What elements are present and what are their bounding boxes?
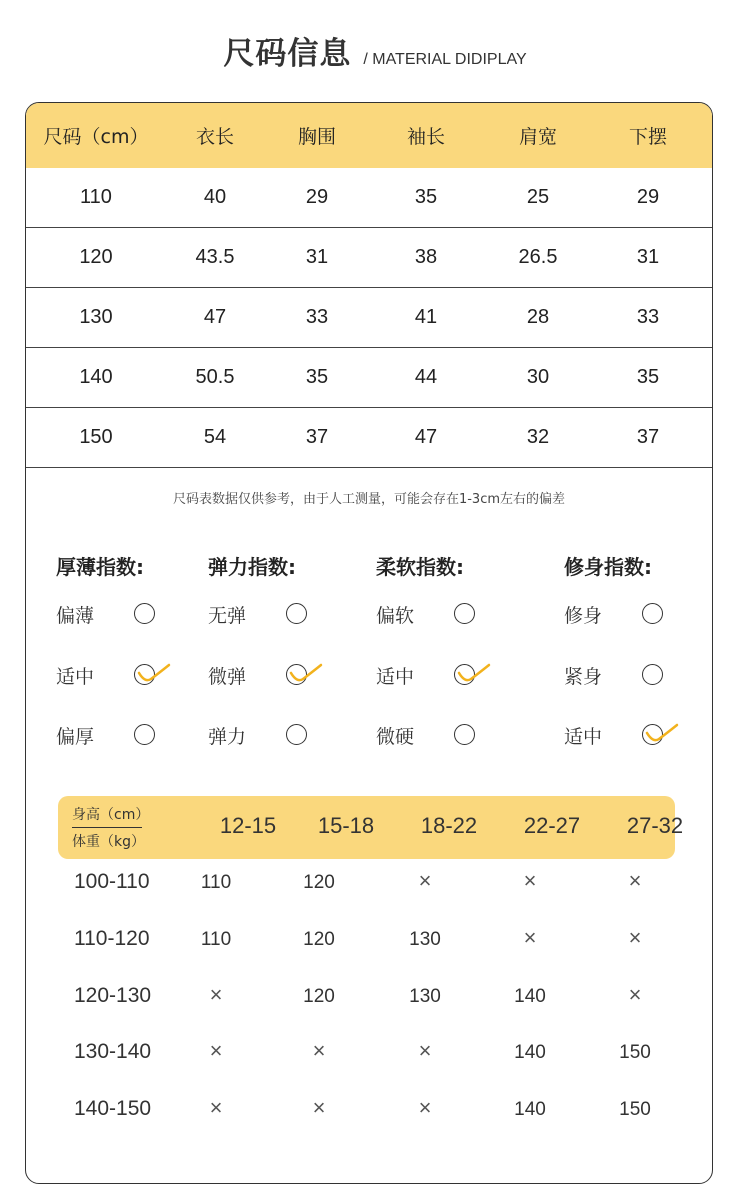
table-cell: 37: [305, 426, 329, 448]
index-group: [56, 551, 206, 748]
checkmark-icon: [645, 721, 679, 747]
table-cell: 120: [79, 246, 113, 268]
age-range-header: 15-18: [317, 813, 375, 838]
unavailable-mark: ×: [523, 925, 537, 950]
unavailable-mark: ×: [209, 1038, 223, 1063]
radio-circle[interactable]: [134, 724, 155, 745]
page-subtitle: / MATERIAL DIDIPLAY: [363, 51, 527, 68]
table-cell: 41: [414, 306, 438, 328]
size-header-cell: 尺码（cm）: [43, 126, 149, 148]
index-option-label: 修身: [564, 605, 603, 627]
checkmark-icon: [289, 661, 323, 687]
table-cell: 35: [636, 366, 660, 388]
table-cell: 47: [414, 426, 438, 448]
table-cell: 25: [526, 186, 550, 208]
table-cell: 28: [526, 306, 550, 328]
radio-circle[interactable]: [454, 603, 475, 624]
size-header-cell: 下摆: [628, 126, 667, 148]
age-range-header: 22-27: [523, 813, 581, 838]
index-option-label: 偏薄: [56, 605, 95, 627]
table-cell: 33: [305, 306, 329, 328]
radio-circle[interactable]: [642, 664, 663, 685]
table-cell: 50.5: [195, 366, 235, 388]
unavailable-mark: ×: [628, 868, 642, 893]
checkmark-icon: [137, 661, 171, 687]
table-cell: 31: [636, 246, 660, 268]
index-option-label: 偏厚: [56, 726, 95, 748]
checked-radio[interactable]: [134, 664, 155, 685]
table-cell: 110: [80, 186, 112, 208]
size-table: [26, 103, 712, 468]
radio-circle[interactable]: [454, 724, 475, 745]
measurement-note: 尺码表数据仅供参考，由于人工测量，可能会存在1-3cm左右的偏差: [172, 492, 566, 507]
index-option-label: 无弹: [208, 605, 247, 627]
index-option-label: 微弹: [208, 666, 247, 688]
unavailable-mark: ×: [418, 868, 432, 893]
index-option-label: 弹力: [208, 726, 247, 748]
corner-divider: [72, 827, 142, 828]
table-row: [26, 348, 712, 408]
recommended-size: 140: [514, 1099, 546, 1120]
unavailable-mark: ×: [418, 1038, 432, 1063]
table-cell: 26.5: [518, 246, 558, 268]
table-row: [26, 927, 712, 967]
checked-radio[interactable]: [454, 664, 475, 685]
table-cell: 54: [203, 426, 227, 448]
table-row: [26, 228, 712, 288]
table-cell: 43.5: [195, 246, 235, 268]
unavailable-mark: ×: [312, 1038, 326, 1063]
recommended-size: 120: [303, 986, 335, 1007]
table-row: [26, 1097, 712, 1137]
radio-circle[interactable]: [134, 603, 155, 624]
page-header: [0, 28, 750, 73]
size-header-cell: 胸围: [297, 126, 336, 148]
index-group-title: 修身指数:: [564, 555, 652, 579]
index-option-label: 微硬: [376, 726, 415, 748]
height-range-label: 130-140: [74, 1040, 152, 1063]
radio-circle[interactable]: [642, 603, 663, 624]
recommended-size: 130: [409, 986, 441, 1007]
table-cell: 31: [305, 246, 329, 268]
unavailable-mark: ×: [209, 982, 223, 1007]
table-row: [26, 168, 712, 228]
height-range-label: 120-130: [74, 984, 152, 1007]
recommended-size: 150: [619, 1042, 651, 1063]
index-group: [564, 551, 713, 748]
size-header-cell: 肩宽: [518, 126, 557, 148]
height-range-label: 110-120: [74, 927, 150, 950]
index-group-title: 柔软指数:: [376, 555, 464, 579]
unavailable-mark: ×: [523, 868, 537, 893]
index-option-label: 偏软: [376, 605, 415, 627]
table-cell: 140: [79, 366, 113, 388]
table-cell: 35: [414, 186, 438, 208]
index-option-label: 适中: [564, 726, 603, 748]
recommended-size: 150: [619, 1099, 651, 1120]
index-group: [208, 551, 358, 748]
recommended-size: 110: [200, 929, 232, 950]
table-cell: 32: [526, 426, 550, 448]
table-cell: 37: [636, 426, 660, 448]
table-row: [26, 408, 712, 468]
unavailable-mark: ×: [418, 1095, 432, 1120]
height-range-label: 100-110: [74, 870, 150, 893]
size-header-cell: 袖长: [406, 126, 445, 148]
table-cell: 38: [414, 246, 438, 268]
checked-radio[interactable]: [286, 664, 307, 685]
recommended-size: 130: [409, 929, 441, 950]
table-cell: 40: [203, 186, 227, 208]
size-header-cell: 衣长: [195, 126, 234, 148]
fit-table-header: [58, 796, 684, 859]
table-cell: 47: [203, 306, 227, 328]
table-row: [26, 870, 712, 910]
recommended-size: 120: [303, 929, 335, 950]
table-cell: 33: [636, 306, 660, 328]
radio-circle[interactable]: [286, 724, 307, 745]
table-cell: 44: [414, 366, 438, 388]
age-range-header: 18-22: [420, 813, 478, 838]
checkmark-icon: [457, 661, 491, 687]
unavailable-mark: ×: [312, 1095, 326, 1120]
table-cell: 150: [79, 426, 113, 448]
index-option-label: 适中: [376, 666, 415, 688]
table-cell: 29: [636, 186, 660, 208]
table-cell: 30: [526, 366, 550, 388]
index-option-label: 紧身: [564, 666, 603, 688]
index-group-title: 弹力指数:: [208, 555, 296, 579]
table-row: [26, 1040, 712, 1080]
size-table-header: [26, 103, 712, 168]
recommended-size: 110: [200, 872, 232, 893]
radio-circle[interactable]: [286, 603, 307, 624]
checked-radio[interactable]: [642, 724, 663, 745]
height-label: 身高（cm）: [72, 807, 150, 823]
recommended-size: 140: [514, 986, 546, 1007]
index-group: [376, 551, 526, 748]
table-cell: 130: [79, 306, 113, 328]
recommended-size: 120: [303, 872, 335, 893]
table-row: [26, 984, 712, 1024]
unavailable-mark: ×: [209, 1095, 223, 1120]
index-option-label: 适中: [56, 666, 95, 688]
size-info-card: [25, 102, 713, 1184]
age-range-header: 27-32: [626, 813, 684, 838]
unavailable-mark: ×: [628, 982, 642, 1007]
page-title: 尺码信息: [223, 36, 352, 72]
recommended-size: 140: [514, 1042, 546, 1063]
height-range-label: 140-150: [74, 1097, 152, 1120]
unavailable-mark: ×: [628, 925, 642, 950]
table-cell: 29: [305, 186, 329, 208]
weight-label: 体重（kg）: [72, 834, 145, 850]
age-range-header: 12-15: [219, 813, 277, 838]
index-group-title: 厚薄指数:: [56, 555, 144, 579]
table-row: [26, 288, 712, 348]
table-cell: 35: [305, 366, 329, 388]
